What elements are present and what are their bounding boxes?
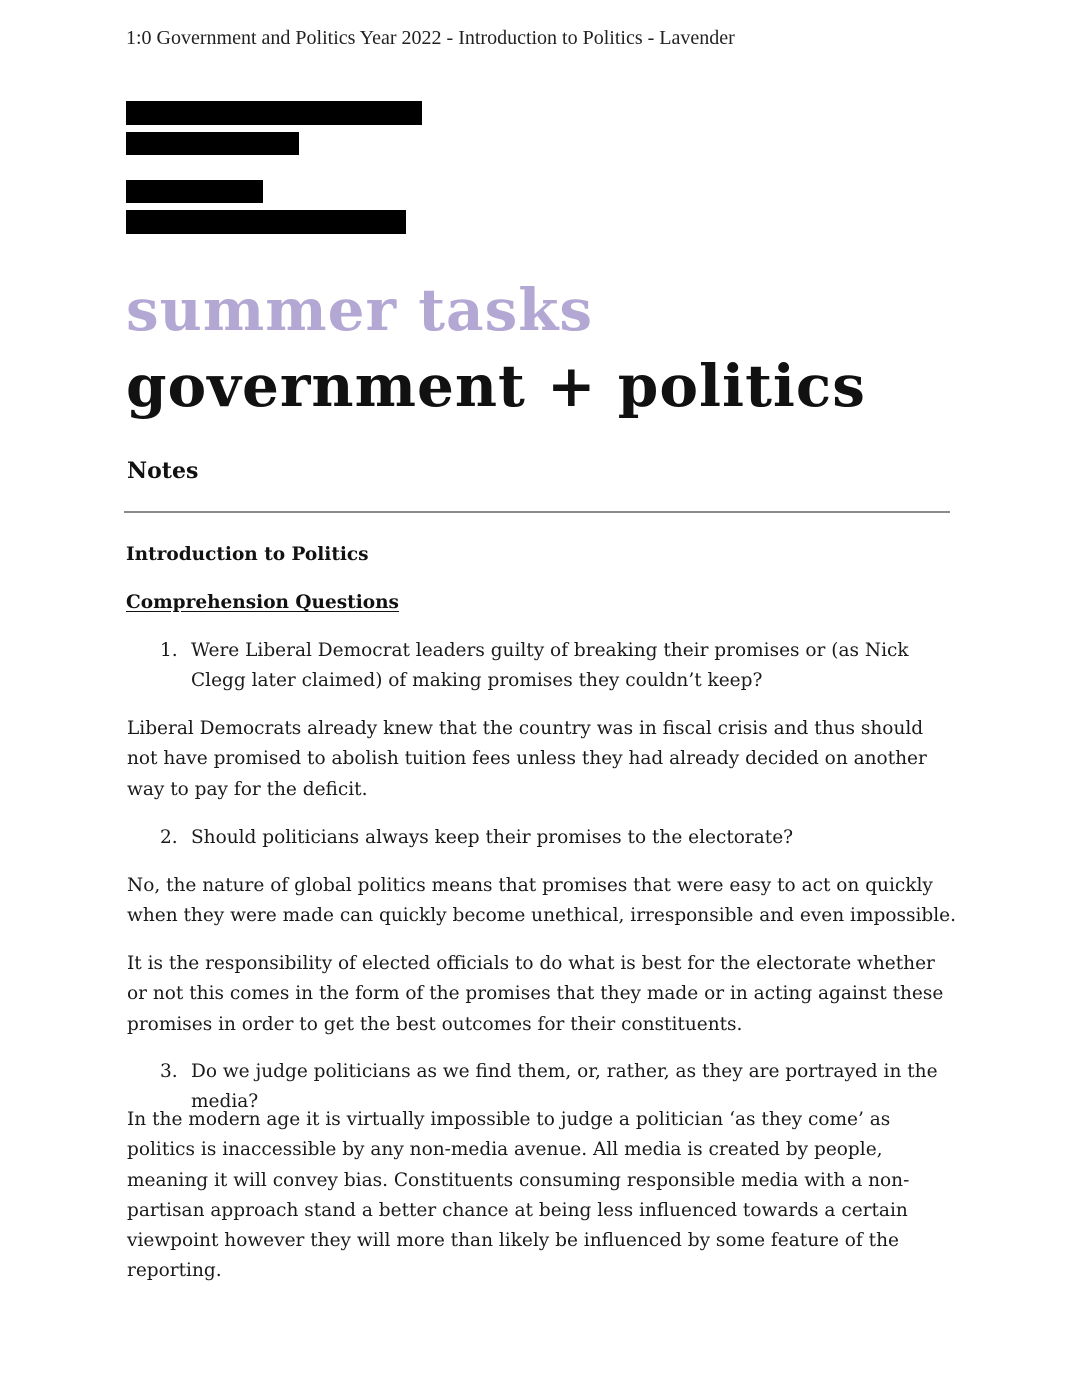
question-text: Do we judge politicians as we find them, or, rather, as they are portrayed in the media? (191, 1061, 938, 1112)
subsection-title: Comprehension Questions (126, 592, 399, 613)
notes-label: Notes (127, 458, 199, 484)
question-number: 2. (160, 827, 178, 848)
answer-paragraph-4: In the modern age it is virtually impossible to judge a politician ‘as they come’ as politics is inaccessible by any non-media avenue. All media is created by people, meaning it will convey bias. Constituents consuming responsible media with a non-partisan approach stand a better chance at being less influenced towards a certain viewpoint however they will more than likely be influenced by some feature of the reporting. (127, 1109, 910, 1282)
redaction-bar (126, 180, 263, 203)
section-title: Introduction to Politics (126, 544, 369, 565)
question-number: 3. (160, 1061, 178, 1082)
question-number: 1. (160, 640, 178, 661)
title-summer-tasks: summer tasks (126, 276, 594, 344)
question-text: Were Liberal Democrat leaders guilty of breaking their promises or (as Nick Clegg later claimed) of making promises they couldn’t keep? (191, 640, 909, 691)
redaction-bar (126, 210, 406, 234)
document-header: 1:0 Government and Politics Year 2022 - Introduction to Politics - Lavender (126, 27, 735, 49)
redaction-bar (126, 101, 422, 125)
answer-paragraph-3: It is the responsibility of elected officials to do what is best for the electorate whether or not this comes in the form of the promises that they made or in acting against these promises in order to get the best outcomes for their constituents. (127, 953, 944, 1035)
question-1 (160, 636, 950, 696)
question-2 (160, 823, 950, 853)
answer-paragraph-2: No, the nature of global politics means that promises that were easy to act on quickly when they were made can quickly become unethical, irresponsible and even impossible. (127, 875, 956, 927)
question-text: Should politicians always keep their promises to the electorate? (191, 827, 794, 848)
horizontal-divider (124, 511, 950, 513)
redaction-bar (126, 132, 299, 155)
title-government-politics: government + politics (126, 352, 866, 420)
answer-paragraph-1: Liberal Democrats already knew that the country was in fiscal crisis and thus should not have promised to abolish tuition fees unless they had already decided on another way to pay for the deficit. (127, 718, 927, 800)
